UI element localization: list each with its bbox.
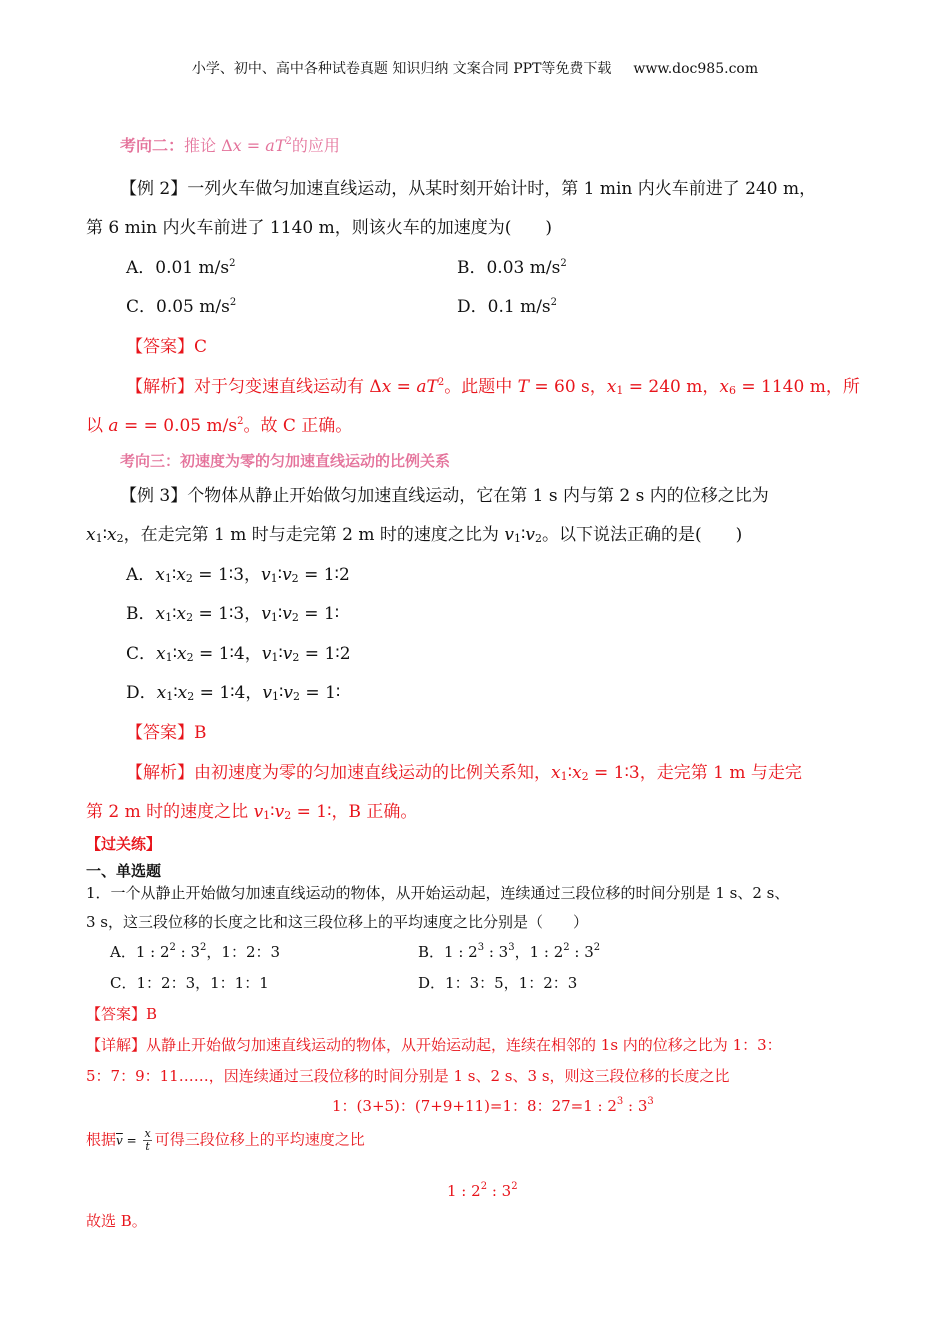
- direction-2-heading: 考向二：推论 $\Delta x = aT^2$的应用: [120, 136, 340, 155]
- page-header: [0, 58, 950, 78]
- example-3-option-a[interactable]: A．$x_1∶x_2$ = 1∶3，$v_1∶v_2$ = 1∶2: [126, 565, 350, 585]
- example-3-line-1: 【例 3】个物体从静止开始做匀加速直线运动，它在第 1 s 内与第 2 s 内的位移之比为: [120, 486, 769, 506]
- question-1-option-d[interactable]: D．1：3：5，1：2：3: [418, 974, 578, 992]
- question-1-line-2: 3 s，这三段位移的长度之比和这三段位移上的平均速度之比分别是（ ）: [86, 913, 589, 931]
- question-1-detail-line-3: 1：(3+5)：(7+9+11)=1：8：27=1 : $2^3$ : $3^3$: [332, 1096, 654, 1115]
- question-1-option-c[interactable]: C．1：2：3，1：1：1: [110, 974, 269, 992]
- example-2-line-2: 第 6 min 内火车前进了 1140 m，则该火车的加速度为( ): [86, 218, 552, 238]
- example-3-line-2: $x_1∶x_2$，在走完第 1 m 时与走完第 2 m 时的速度之比为 $v_1∶v_2$。以下说法正确的是( ): [86, 525, 743, 545]
- question-1-answer: 【答案】B: [86, 1005, 158, 1023]
- example-3-option-b[interactable]: B．$x_1∶x_2$ = 1∶3，$v_1∶v_2$ = 1∶: [126, 604, 340, 624]
- practice-title: 【过关练】: [86, 835, 162, 853]
- example-2-option-d[interactable]: D．0.1 $m/s^2$: [457, 297, 558, 317]
- header-text: 小学、初中、高中各种试卷真题 知识归纳 文案合同 PPT等免费下载: [191, 61, 612, 77]
- example-3-answer: 【答案】B: [126, 723, 207, 743]
- example-2-analysis-line-2: 以 a = = 0.05 $m/s^2$。故 C 正确。: [86, 416, 353, 436]
- example-2-line-1: 【例 2】一列火车做匀加速直线运动，从某时刻开始计时，第 1 min 内火车前进了 240 m，: [120, 179, 817, 199]
- example-2-option-c[interactable]: C．0.05 $m/s^2$: [126, 297, 237, 317]
- example-2-option-b[interactable]: B．0.03 $m/s^2$: [457, 258, 567, 278]
- question-1-option-a[interactable]: A．1 : $2^2$ : $3^2$，1：2：3: [110, 942, 281, 961]
- question-1-detail-line-2: 5：7：9：11……，因连续通过三段位移的时间分别是 1 s、2 s、3 s，则这三段位移的长度之比: [86, 1067, 730, 1085]
- direction-3-heading: 考向三：初速度为零的匀加速直线运动的比例关系: [120, 452, 451, 470]
- example-3-option-c[interactable]: C．$x_1∶x_2$ = 1∶4，$v_1∶v_2$ = 1∶2: [126, 644, 351, 664]
- v-bar: $\overline{v}$: [116, 1133, 123, 1148]
- example-3-analysis-line-1: 【解析】由初速度为零的匀加速直线运动的比例关系知，$x_1∶x_2$ = 1∶3，走完第 1 m 与走完: [126, 763, 802, 783]
- section-heading: 一、单选题: [86, 862, 162, 880]
- question-1-line-1: 1．一个从静止开始做匀加速直线运动的物体，从开始运动起，连续通过三段位移的时间分别是 1 s、2 s、: [86, 884, 790, 902]
- question-1-detail-line-4: 根据$\overline{v}$ = $\frac{x}{t}$ 可得三段位移上的平均速度之比: [86, 1127, 365, 1153]
- fraction-x-over-t: $\frac{x}{t}$: [144, 1127, 151, 1153]
- example-3-analysis-line-2: 第 2 m 时的速度之比 $v_1∶v_2$ = 1∶，B 正确。: [86, 802, 418, 822]
- question-1-option-b[interactable]: B．1 : $2^3$ : $3^3$，1 : $2^2$ : $3^2$: [418, 942, 601, 961]
- question-1-detail-line-1: 【详解】从静止开始做匀加速直线运动的物体，从开始运动起，连续在相邻的 1s 内的位移之比为 1：3：: [86, 1036, 782, 1054]
- header-url[interactable]: www.doc985.com: [633, 61, 759, 77]
- example-2-answer: 【答案】C: [126, 337, 208, 357]
- question-1-detail-line-5: 1 : $2^2$ : $3^2$: [447, 1181, 518, 1200]
- example-2-analysis-line-1: 【解析】对于匀变速直线运动有 $\Delta x = aT^2$。此题中 T = 60 s，$x_1 = 240$ m，$x_6 = 1140$ m，所: [126, 377, 860, 397]
- question-1-conclusion: 故选 B。: [86, 1212, 147, 1230]
- example-2-option-a[interactable]: A．0.01 $m/s^2$: [126, 258, 236, 278]
- example-3-option-d[interactable]: D．$x_1∶x_2$ = 1∶4，$v_1∶v_2$ = 1∶: [126, 683, 341, 703]
